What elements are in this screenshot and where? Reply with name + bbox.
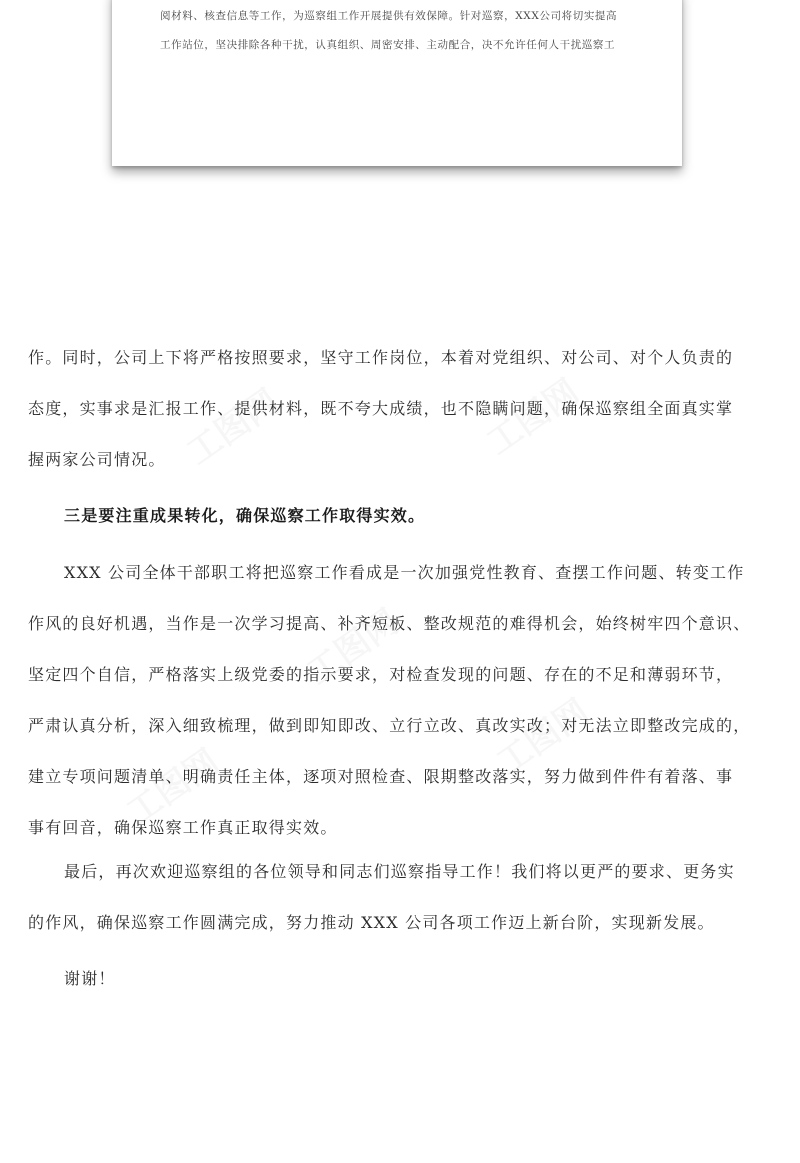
- closing-thanks: 谢谢！: [64, 969, 116, 988]
- paragraph-line: 严肃认真分析，深入细致梳理，做到即知即改、立行立改、真改实改；对无法立即整改完成的，: [28, 716, 751, 735]
- closing-block: [28, 953, 774, 1004]
- document-preview-card: [112, 0, 682, 166]
- paragraph-line: 建立专项问题清单、明确责任主体，逐项对照检查、限期整改落实，努力做到件件有着落、事: [28, 767, 734, 786]
- paragraph-line: 态度，实事求是汇报工作、提供材料，既不夸大成绩，也不隐瞒问题，确保巡察组全面真实掌: [28, 399, 734, 418]
- section-heading-block: [28, 490, 774, 541]
- paragraph-closing-remarks: [28, 846, 774, 948]
- paragraph-line: 握两家公司情况。: [28, 450, 166, 469]
- paragraph-line: 坚定四个自信，严格落实上级党委的指示要求，对检查发现的问题、存在的不足和薄弱环节，: [28, 665, 734, 684]
- paragraph-continuation: [28, 332, 774, 485]
- paragraph-rectification: [28, 547, 774, 853]
- paragraph-line: 最后，再次欢迎巡察组的各位领导和同志们巡察指导工作！我们将以更严的要求、更务实: [64, 862, 735, 881]
- paragraph-line: 事有回音，确保巡察工作真正取得实效。: [28, 818, 338, 837]
- preview-text-line: 工作站位，坚决排除各种干扰，认真组织、周密安排、主动配合，决不允许任何人干扰巡察工: [160, 39, 616, 51]
- paragraph-line: XXX 公司全体干部职工将把巡察工作看成是一次加强党性教育、查摆工作问题、转变工作: [64, 563, 745, 582]
- paragraph-line: 作。同时，公司上下将严格按照要求，坚守工作岗位，本着对党组织、对公司、对个人负责的: [28, 348, 734, 367]
- paragraph-line: 的作风，确保巡察工作圆满完成，努力推动 XXX 公司各项工作迈上新台阶，实现新发展。: [28, 913, 715, 932]
- preview-text-line: 阅材料、核查信息等工作，为巡察组工作开展提供有效保障。针对巡察，XXX公司将切实提高: [160, 10, 618, 22]
- paragraph-line: 作风的良好机遇，当作是一次学习提高、补齐短板、整改规范的难得机会，始终树牢四个意识、: [28, 614, 751, 633]
- section-heading: 三是要注重成果转化，确保巡察工作取得实效。: [64, 506, 426, 525]
